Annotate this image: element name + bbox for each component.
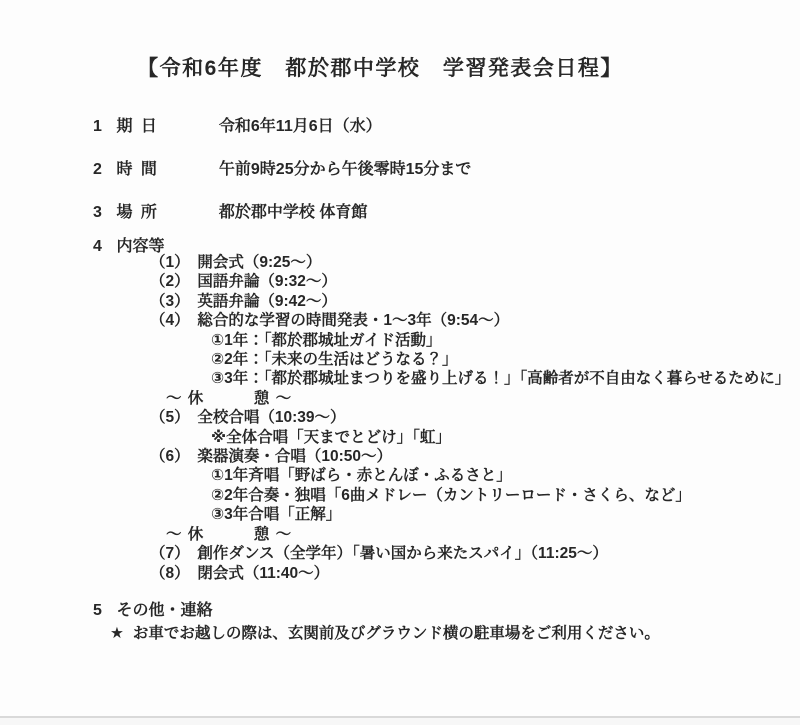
- meta-line-date: [93, 113, 382, 135]
- schedule-item: （2） 国語弁論（9:32～）: [150, 273, 337, 291]
- schedule-item: （4） 総合的な学習の時間発表・1～3年（9:54～）: [150, 312, 510, 330]
- section-label: 時 間: [116, 161, 159, 178]
- section-number: 1: [93, 118, 102, 135]
- schedule-item: ※全体合唱「天までとどけ」「虹」: [211, 428, 451, 446]
- other-section-header: [93, 597, 212, 619]
- meta-line-time: [93, 156, 471, 178]
- section-label: その他・連絡: [116, 602, 213, 619]
- section-label: 内容等: [116, 238, 165, 255]
- schedule-item: （6） 楽器演奏・合唱（10:50～）: [150, 448, 393, 466]
- parking-note-text: お車でお越しの際は、玄関前及びグラウンド横の駐車場をご利用ください。: [132, 625, 660, 642]
- schedule-item: （5） 全校合唱（10:39～）: [150, 409, 346, 427]
- section-number: 4: [93, 238, 102, 255]
- section-value: 午前9時25分から午後零時15分まで: [218, 161, 472, 178]
- schedule-item: （1） 開会式（9:25～）: [150, 254, 322, 271]
- schedule-item: （8） 閉会式（11:40～）: [150, 564, 330, 582]
- section-label: 場 所: [116, 204, 159, 221]
- schedule-item: ③3年合唱「正解」: [211, 506, 342, 524]
- scan-footer-strip: [0, 718, 800, 725]
- schedule-item: ①1年：「都於郡城址ガイド活動」: [211, 331, 442, 349]
- schedule-item: （7） 創作ダンス（全学年）「暑い国から来たスパイ」（11:25～）: [150, 545, 608, 563]
- schedule-break: ～ 休 憩 ～: [166, 389, 293, 407]
- document-title: 【令和6年度 都於郡中学校 学習発表会日程】: [137, 57, 623, 80]
- schedule-item: ①1年斉唱「野ばら・赤とんぼ・ふるさと」: [211, 467, 512, 485]
- section-number: 5: [93, 602, 102, 619]
- section-number: 2: [93, 161, 102, 178]
- section-value: 都於郡中学校 体育館: [218, 204, 368, 221]
- schedule-break: ～ 休 憩 ～: [166, 525, 293, 543]
- contents-section-header: [93, 233, 164, 255]
- section-label: 期 日: [116, 118, 159, 135]
- schedule-list: [0, 253, 800, 583]
- section-value: 令和6年11月6日（水）: [218, 118, 382, 135]
- schedule-item: ③3年：「都於郡城址まつりを盛り上げる！」「高齢者が不自由なく暮らせるために」: [211, 370, 791, 388]
- parking-note: [110, 621, 660, 643]
- meta-line-place: [93, 199, 367, 221]
- star-icon: ★: [110, 625, 124, 642]
- schedule-item: ②2年：「未来の生活はどうなる？」: [211, 351, 458, 369]
- schedule-item: ②2年合奏・独唱「6曲メドレー（カントリーロード・さくら、など」: [211, 486, 691, 504]
- section-number: 3: [93, 204, 102, 221]
- schedule-item: （3） 英語弁論（9:42～）: [150, 292, 337, 310]
